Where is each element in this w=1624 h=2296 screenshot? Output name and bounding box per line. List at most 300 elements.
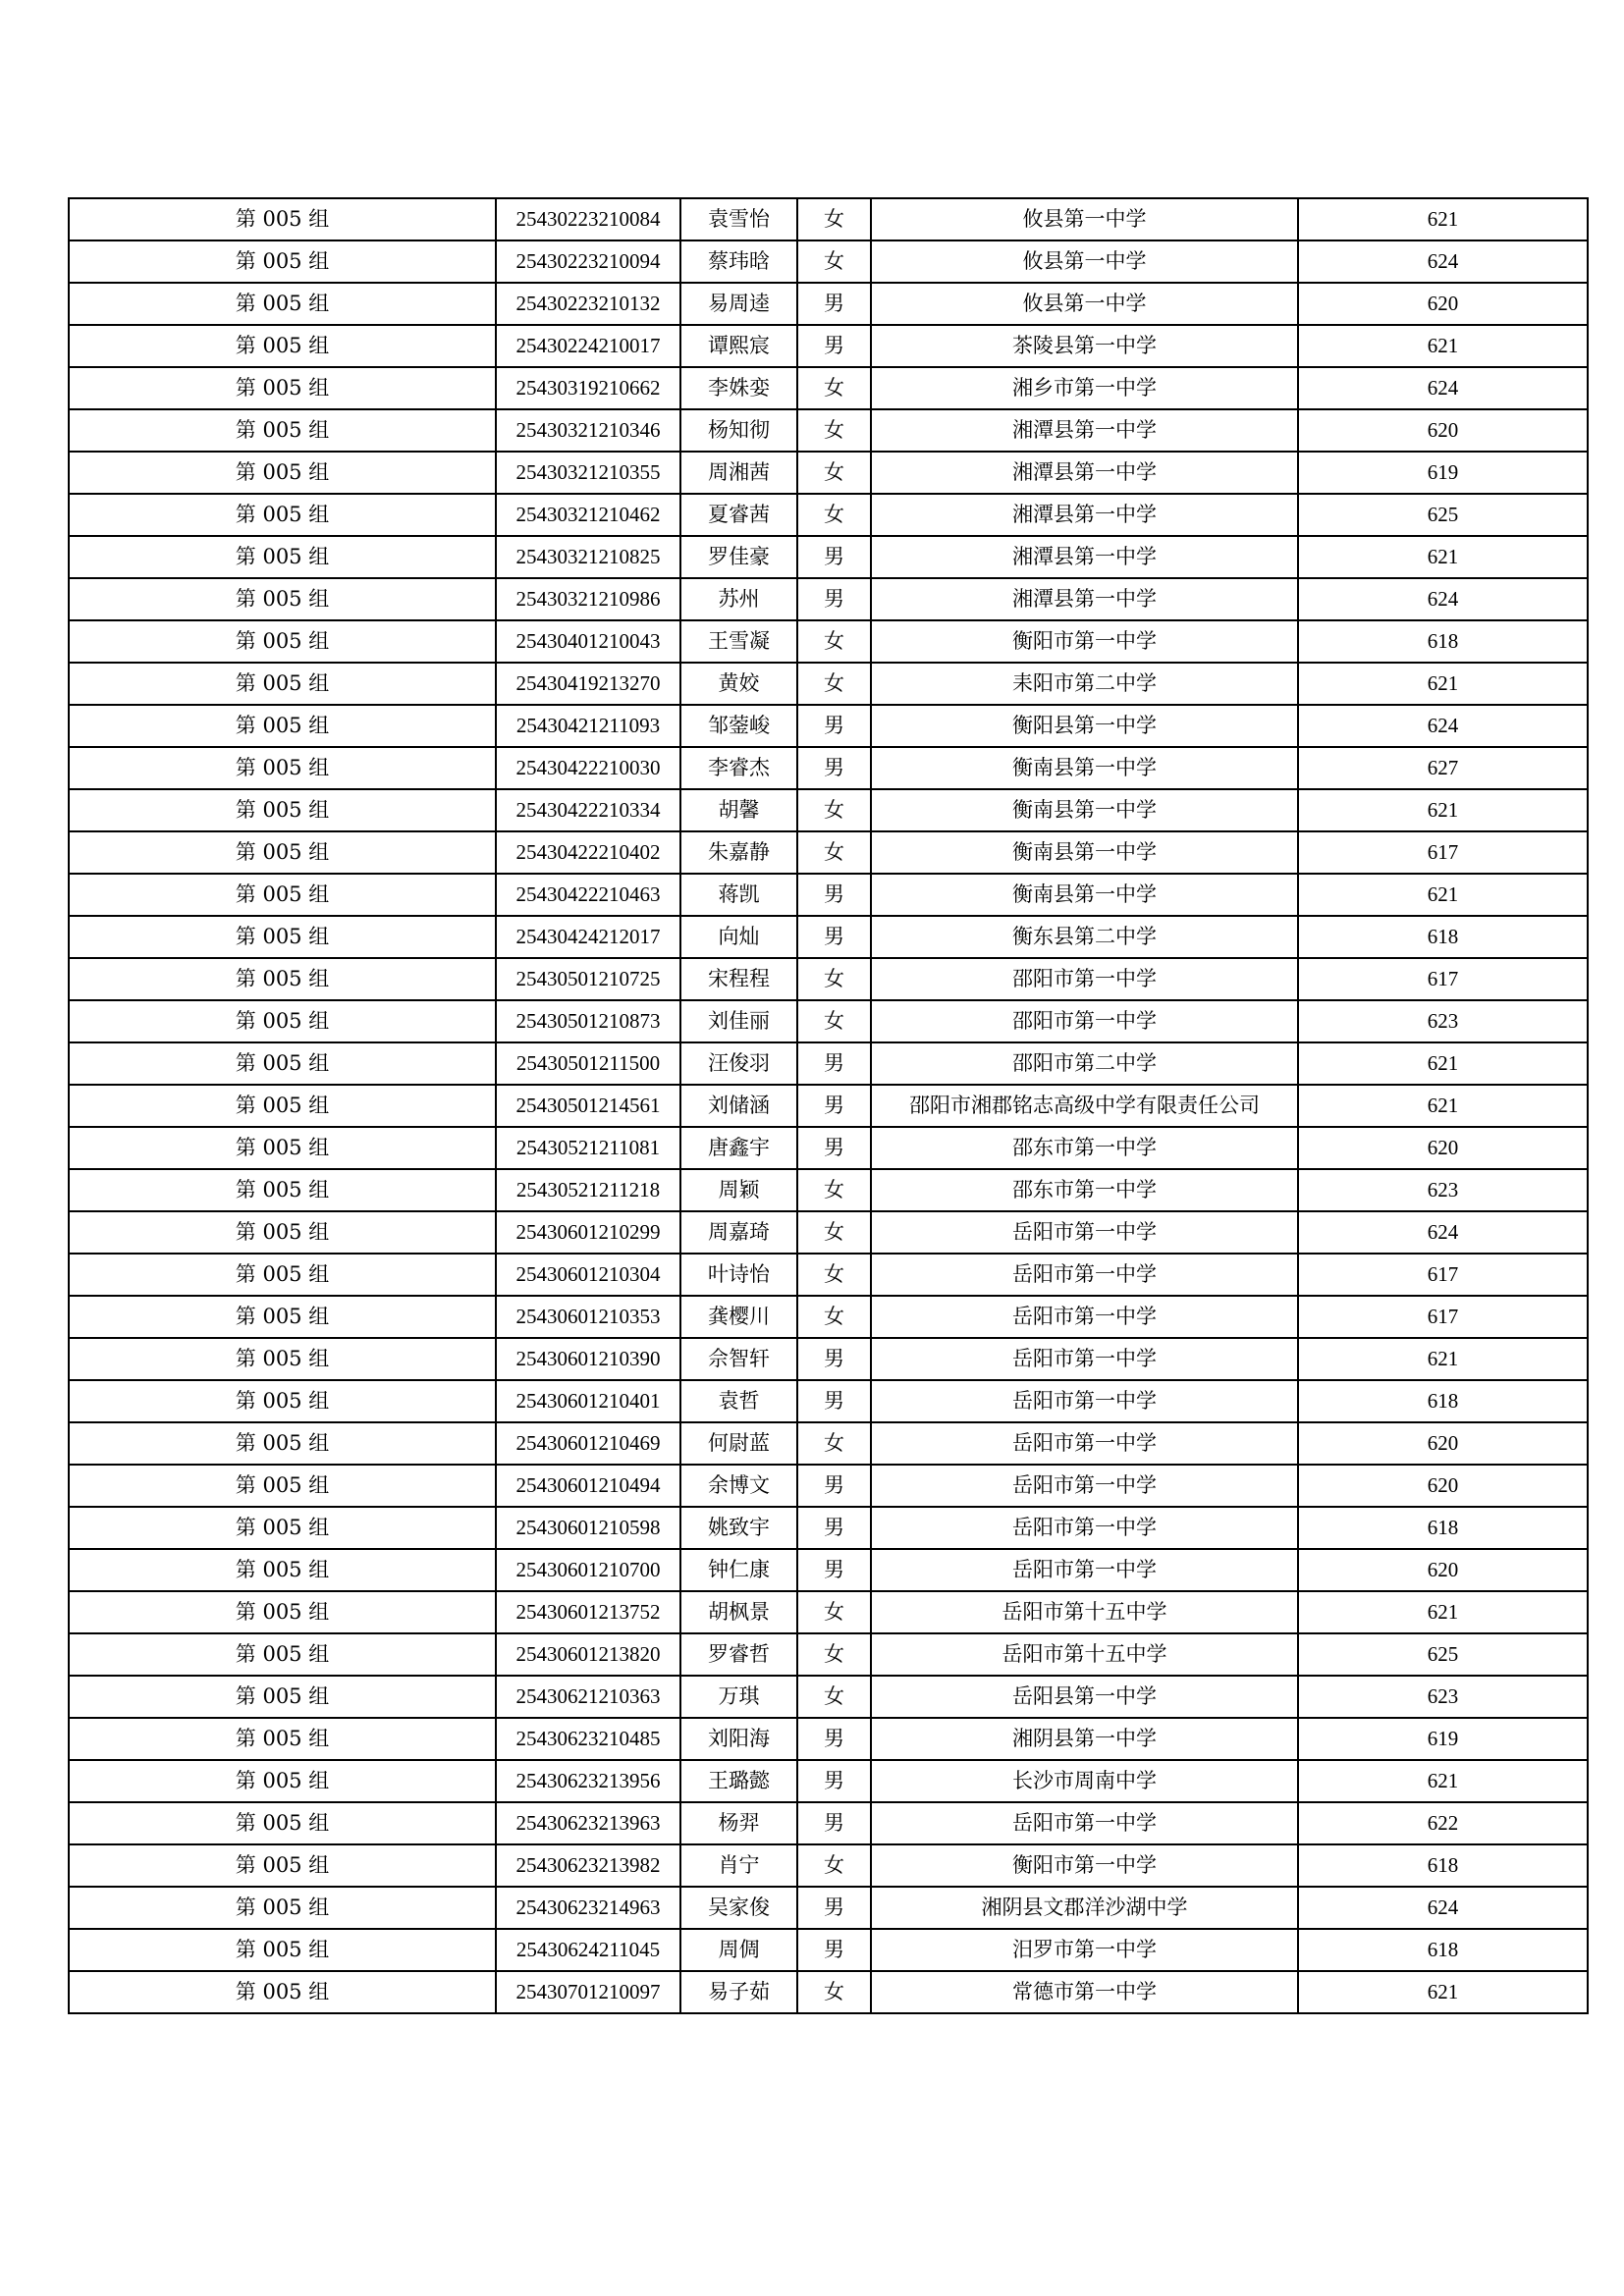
school-cell: 衡阳市第一中学 bbox=[871, 1844, 1298, 1887]
group-cell: 第 005 组 bbox=[69, 409, 496, 452]
student-name-cell: 姚致宇 bbox=[680, 1507, 797, 1549]
school-cell: 攸县第一中学 bbox=[871, 240, 1298, 283]
student-name-cell: 叶诗怡 bbox=[680, 1254, 797, 1296]
gender-cell: 男 bbox=[797, 283, 871, 325]
school-cell: 汨罗市第一中学 bbox=[871, 1929, 1298, 1971]
table-row bbox=[69, 240, 1588, 283]
gender-cell: 男 bbox=[797, 1929, 871, 1971]
group-cell: 第 005 组 bbox=[69, 1085, 496, 1127]
table-row bbox=[69, 1760, 1588, 1802]
school-cell: 衡阳市第一中学 bbox=[871, 620, 1298, 663]
score-cell: 618 bbox=[1298, 620, 1588, 663]
candidate-id-cell: 25430421211093 bbox=[496, 705, 680, 747]
score-cell: 618 bbox=[1298, 1929, 1588, 1971]
student-name-cell: 向灿 bbox=[680, 916, 797, 958]
gender-cell: 女 bbox=[797, 367, 871, 409]
group-cell: 第 005 组 bbox=[69, 1760, 496, 1802]
roster-table-body bbox=[69, 198, 1588, 2013]
school-cell: 湘潭县第一中学 bbox=[871, 494, 1298, 536]
candidate-id-cell: 25430223210084 bbox=[496, 198, 680, 240]
score-cell: 621 bbox=[1298, 198, 1588, 240]
group-cell: 第 005 组 bbox=[69, 747, 496, 789]
gender-cell: 女 bbox=[797, 1169, 871, 1211]
candidate-id-cell: 25430601210353 bbox=[496, 1296, 680, 1338]
candidate-id-cell: 25430601210299 bbox=[496, 1211, 680, 1254]
score-cell: 624 bbox=[1298, 705, 1588, 747]
school-cell: 湘潭县第一中学 bbox=[871, 452, 1298, 494]
candidate-id-cell: 25430521211081 bbox=[496, 1127, 680, 1169]
score-cell: 617 bbox=[1298, 1296, 1588, 1338]
table-row bbox=[69, 1591, 1588, 1633]
candidate-id-cell: 25430601210494 bbox=[496, 1465, 680, 1507]
gender-cell: 男 bbox=[797, 1718, 871, 1760]
school-cell: 岳阳市第一中学 bbox=[871, 1296, 1298, 1338]
candidate-id-cell: 25430321210346 bbox=[496, 409, 680, 452]
table-row bbox=[69, 1338, 1588, 1380]
group-cell: 第 005 组 bbox=[69, 578, 496, 620]
group-cell: 第 005 组 bbox=[69, 831, 496, 874]
gender-cell: 男 bbox=[797, 1085, 871, 1127]
score-cell: 624 bbox=[1298, 1211, 1588, 1254]
school-cell: 常德市第一中学 bbox=[871, 1971, 1298, 2013]
school-cell: 岳阳市第一中学 bbox=[871, 1422, 1298, 1465]
table-row bbox=[69, 1169, 1588, 1211]
school-cell: 湘潭县第一中学 bbox=[871, 536, 1298, 578]
roster-sheet bbox=[68, 197, 1587, 2014]
table-row bbox=[69, 1085, 1588, 1127]
student-name-cell: 何尉蓝 bbox=[680, 1422, 797, 1465]
school-cell: 长沙市周南中学 bbox=[871, 1760, 1298, 1802]
group-cell: 第 005 组 bbox=[69, 367, 496, 409]
score-cell: 619 bbox=[1298, 452, 1588, 494]
table-row bbox=[69, 1296, 1588, 1338]
school-cell: 岳阳市第一中学 bbox=[871, 1211, 1298, 1254]
table-row bbox=[69, 789, 1588, 831]
score-cell: 620 bbox=[1298, 1127, 1588, 1169]
candidate-id-cell: 25430422210030 bbox=[496, 747, 680, 789]
candidate-id-cell: 25430601210469 bbox=[496, 1422, 680, 1465]
student-name-cell: 唐鑫宇 bbox=[680, 1127, 797, 1169]
student-name-cell: 谭熙宸 bbox=[680, 325, 797, 367]
score-cell: 620 bbox=[1298, 283, 1588, 325]
candidate-id-cell: 25430422210402 bbox=[496, 831, 680, 874]
score-cell: 620 bbox=[1298, 409, 1588, 452]
table-row bbox=[69, 1844, 1588, 1887]
student-name-cell: 蔡玮晗 bbox=[680, 240, 797, 283]
table-row bbox=[69, 1929, 1588, 1971]
student-name-cell: 邹蓥峻 bbox=[680, 705, 797, 747]
table-row bbox=[69, 831, 1588, 874]
candidate-id-cell: 25430321210825 bbox=[496, 536, 680, 578]
school-cell: 岳阳市第一中学 bbox=[871, 1380, 1298, 1422]
score-cell: 623 bbox=[1298, 1169, 1588, 1211]
candidate-id-cell: 25430624211045 bbox=[496, 1929, 680, 1971]
table-row bbox=[69, 325, 1588, 367]
score-cell: 621 bbox=[1298, 1338, 1588, 1380]
candidate-id-cell: 25430601210401 bbox=[496, 1380, 680, 1422]
gender-cell: 男 bbox=[797, 578, 871, 620]
school-cell: 衡东县第二中学 bbox=[871, 916, 1298, 958]
school-cell: 岳阳县第一中学 bbox=[871, 1676, 1298, 1718]
group-cell: 第 005 组 bbox=[69, 1042, 496, 1085]
student-name-cell: 周颖 bbox=[680, 1169, 797, 1211]
table-row bbox=[69, 747, 1588, 789]
score-cell: 621 bbox=[1298, 1760, 1588, 1802]
candidate-id-cell: 25430701210097 bbox=[496, 1971, 680, 2013]
school-cell: 衡南县第一中学 bbox=[871, 747, 1298, 789]
student-name-cell: 周倜 bbox=[680, 1929, 797, 1971]
group-cell: 第 005 组 bbox=[69, 1676, 496, 1718]
table-row bbox=[69, 283, 1588, 325]
gender-cell: 男 bbox=[797, 874, 871, 916]
candidate-id-cell: 25430623213963 bbox=[496, 1802, 680, 1844]
table-row bbox=[69, 1718, 1588, 1760]
table-row bbox=[69, 1802, 1588, 1844]
candidate-id-cell: 25430401210043 bbox=[496, 620, 680, 663]
candidate-id-cell: 25430422210334 bbox=[496, 789, 680, 831]
gender-cell: 男 bbox=[797, 325, 871, 367]
table-row bbox=[69, 1254, 1588, 1296]
score-cell: 621 bbox=[1298, 1971, 1588, 2013]
gender-cell: 女 bbox=[797, 198, 871, 240]
group-cell: 第 005 组 bbox=[69, 705, 496, 747]
score-cell: 621 bbox=[1298, 663, 1588, 705]
group-cell: 第 005 组 bbox=[69, 1169, 496, 1211]
group-cell: 第 005 组 bbox=[69, 1422, 496, 1465]
table-row bbox=[69, 1676, 1588, 1718]
candidate-id-cell: 25430623214963 bbox=[496, 1887, 680, 1929]
student-name-cell: 余博文 bbox=[680, 1465, 797, 1507]
score-cell: 621 bbox=[1298, 874, 1588, 916]
school-cell: 岳阳市第一中学 bbox=[871, 1549, 1298, 1591]
score-cell: 617 bbox=[1298, 1254, 1588, 1296]
candidate-id-cell: 25430501211500 bbox=[496, 1042, 680, 1085]
gender-cell: 女 bbox=[797, 1296, 871, 1338]
school-cell: 邵阳市第一中学 bbox=[871, 958, 1298, 1000]
group-cell: 第 005 组 bbox=[69, 240, 496, 283]
gender-cell: 男 bbox=[797, 747, 871, 789]
table-row bbox=[69, 1127, 1588, 1169]
school-cell: 岳阳市第一中学 bbox=[871, 1254, 1298, 1296]
candidate-id-cell: 25430501210725 bbox=[496, 958, 680, 1000]
student-name-cell: 吴家俊 bbox=[680, 1887, 797, 1929]
gender-cell: 女 bbox=[797, 1000, 871, 1042]
school-cell: 湘潭县第一中学 bbox=[871, 578, 1298, 620]
school-cell: 邵东市第一中学 bbox=[871, 1169, 1298, 1211]
school-cell: 邵阳市第一中学 bbox=[871, 1000, 1298, 1042]
student-name-cell: 钟仁康 bbox=[680, 1549, 797, 1591]
candidate-id-cell: 25430422210463 bbox=[496, 874, 680, 916]
table-row bbox=[69, 1465, 1588, 1507]
school-cell: 岳阳市第一中学 bbox=[871, 1338, 1298, 1380]
group-cell: 第 005 组 bbox=[69, 1844, 496, 1887]
table-row bbox=[69, 452, 1588, 494]
gender-cell: 男 bbox=[797, 705, 871, 747]
score-cell: 621 bbox=[1298, 789, 1588, 831]
gender-cell: 男 bbox=[797, 1802, 871, 1844]
score-cell: 625 bbox=[1298, 1633, 1588, 1676]
student-name-cell: 李睿杰 bbox=[680, 747, 797, 789]
table-row bbox=[69, 1887, 1588, 1929]
score-cell: 627 bbox=[1298, 747, 1588, 789]
score-cell: 617 bbox=[1298, 958, 1588, 1000]
group-cell: 第 005 组 bbox=[69, 1127, 496, 1169]
gender-cell: 男 bbox=[797, 1887, 871, 1929]
table-row bbox=[69, 578, 1588, 620]
group-cell: 第 005 组 bbox=[69, 789, 496, 831]
candidate-id-cell: 25430521211218 bbox=[496, 1169, 680, 1211]
candidate-id-cell: 25430419213270 bbox=[496, 663, 680, 705]
gender-cell: 男 bbox=[797, 1760, 871, 1802]
gender-cell: 女 bbox=[797, 663, 871, 705]
score-cell: 623 bbox=[1298, 1000, 1588, 1042]
candidate-id-cell: 25430623213982 bbox=[496, 1844, 680, 1887]
group-cell: 第 005 组 bbox=[69, 1549, 496, 1591]
school-cell: 茶陵县第一中学 bbox=[871, 325, 1298, 367]
school-cell: 衡南县第一中学 bbox=[871, 789, 1298, 831]
group-cell: 第 005 组 bbox=[69, 283, 496, 325]
school-cell: 岳阳市第一中学 bbox=[871, 1802, 1298, 1844]
student-name-cell: 苏州 bbox=[680, 578, 797, 620]
student-name-cell: 万琪 bbox=[680, 1676, 797, 1718]
gender-cell: 女 bbox=[797, 240, 871, 283]
gender-cell: 男 bbox=[797, 1380, 871, 1422]
student-name-cell: 胡枫景 bbox=[680, 1591, 797, 1633]
group-cell: 第 005 组 bbox=[69, 1971, 496, 2013]
candidate-id-cell: 25430224210017 bbox=[496, 325, 680, 367]
gender-cell: 男 bbox=[797, 1127, 871, 1169]
student-name-cell: 龚樱川 bbox=[680, 1296, 797, 1338]
candidate-id-cell: 25430501214561 bbox=[496, 1085, 680, 1127]
school-cell: 衡南县第一中学 bbox=[871, 831, 1298, 874]
student-name-cell: 肖宁 bbox=[680, 1844, 797, 1887]
gender-cell: 男 bbox=[797, 1338, 871, 1380]
roster-table bbox=[68, 197, 1589, 2014]
table-row bbox=[69, 1549, 1588, 1591]
score-cell: 620 bbox=[1298, 1422, 1588, 1465]
table-row bbox=[69, 1380, 1588, 1422]
gender-cell: 女 bbox=[797, 789, 871, 831]
student-name-cell: 袁雪怡 bbox=[680, 198, 797, 240]
gender-cell: 男 bbox=[797, 916, 871, 958]
school-cell: 衡阳县第一中学 bbox=[871, 705, 1298, 747]
gender-cell: 男 bbox=[797, 1507, 871, 1549]
school-cell: 湘潭县第一中学 bbox=[871, 409, 1298, 452]
group-cell: 第 005 组 bbox=[69, 198, 496, 240]
group-cell: 第 005 组 bbox=[69, 1296, 496, 1338]
group-cell: 第 005 组 bbox=[69, 1000, 496, 1042]
group-cell: 第 005 组 bbox=[69, 1802, 496, 1844]
score-cell: 619 bbox=[1298, 1718, 1588, 1760]
group-cell: 第 005 组 bbox=[69, 874, 496, 916]
table-row bbox=[69, 916, 1588, 958]
group-cell: 第 005 组 bbox=[69, 1380, 496, 1422]
candidate-id-cell: 25430223210132 bbox=[496, 283, 680, 325]
student-name-cell: 杨羿 bbox=[680, 1802, 797, 1844]
group-cell: 第 005 组 bbox=[69, 916, 496, 958]
gender-cell: 女 bbox=[797, 1971, 871, 2013]
score-cell: 621 bbox=[1298, 325, 1588, 367]
group-cell: 第 005 组 bbox=[69, 1338, 496, 1380]
gender-cell: 男 bbox=[797, 1549, 871, 1591]
candidate-id-cell: 25430501210873 bbox=[496, 1000, 680, 1042]
school-cell: 邵阳市湘郡铭志高级中学有限责任公司 bbox=[871, 1085, 1298, 1127]
student-name-cell: 刘阳海 bbox=[680, 1718, 797, 1760]
school-cell: 攸县第一中学 bbox=[871, 283, 1298, 325]
gender-cell: 男 bbox=[797, 1042, 871, 1085]
score-cell: 618 bbox=[1298, 1507, 1588, 1549]
table-row bbox=[69, 1042, 1588, 1085]
school-cell: 邵东市第一中学 bbox=[871, 1127, 1298, 1169]
group-cell: 第 005 组 bbox=[69, 1633, 496, 1676]
student-name-cell: 夏睿茜 bbox=[680, 494, 797, 536]
candidate-id-cell: 25430321210462 bbox=[496, 494, 680, 536]
group-cell: 第 005 组 bbox=[69, 1591, 496, 1633]
student-name-cell: 易周逵 bbox=[680, 283, 797, 325]
school-cell: 岳阳市第十五中学 bbox=[871, 1633, 1298, 1676]
group-cell: 第 005 组 bbox=[69, 1254, 496, 1296]
student-name-cell: 周湘茜 bbox=[680, 452, 797, 494]
gender-cell: 女 bbox=[797, 958, 871, 1000]
table-row bbox=[69, 620, 1588, 663]
score-cell: 624 bbox=[1298, 240, 1588, 283]
student-name-cell: 刘储涵 bbox=[680, 1085, 797, 1127]
student-name-cell: 王璐懿 bbox=[680, 1760, 797, 1802]
student-name-cell: 刘佳丽 bbox=[680, 1000, 797, 1042]
group-cell: 第 005 组 bbox=[69, 536, 496, 578]
table-row bbox=[69, 874, 1588, 916]
score-cell: 624 bbox=[1298, 367, 1588, 409]
student-name-cell: 杨知彻 bbox=[680, 409, 797, 452]
score-cell: 624 bbox=[1298, 578, 1588, 620]
table-row bbox=[69, 536, 1588, 578]
table-row bbox=[69, 367, 1588, 409]
candidate-id-cell: 25430601210304 bbox=[496, 1254, 680, 1296]
group-cell: 第 005 组 bbox=[69, 663, 496, 705]
group-cell: 第 005 组 bbox=[69, 1929, 496, 1971]
student-name-cell: 朱嘉静 bbox=[680, 831, 797, 874]
gender-cell: 女 bbox=[797, 1211, 871, 1254]
gender-cell: 女 bbox=[797, 1254, 871, 1296]
table-row bbox=[69, 705, 1588, 747]
school-cell: 岳阳市第十五中学 bbox=[871, 1591, 1298, 1633]
school-cell: 湘乡市第一中学 bbox=[871, 367, 1298, 409]
gender-cell: 女 bbox=[797, 409, 871, 452]
score-cell: 624 bbox=[1298, 1887, 1588, 1929]
school-cell: 攸县第一中学 bbox=[871, 198, 1298, 240]
student-name-cell: 周嘉琦 bbox=[680, 1211, 797, 1254]
table-row bbox=[69, 409, 1588, 452]
score-cell: 621 bbox=[1298, 1042, 1588, 1085]
student-name-cell: 蒋凯 bbox=[680, 874, 797, 916]
group-cell: 第 005 组 bbox=[69, 620, 496, 663]
student-name-cell: 罗睿哲 bbox=[680, 1633, 797, 1676]
group-cell: 第 005 组 bbox=[69, 325, 496, 367]
school-cell: 耒阳市第二中学 bbox=[871, 663, 1298, 705]
score-cell: 621 bbox=[1298, 1591, 1588, 1633]
gender-cell: 女 bbox=[797, 1844, 871, 1887]
school-cell: 湘阴县第一中学 bbox=[871, 1718, 1298, 1760]
student-name-cell: 李姝娈 bbox=[680, 367, 797, 409]
group-cell: 第 005 组 bbox=[69, 1465, 496, 1507]
gender-cell: 女 bbox=[797, 1422, 871, 1465]
candidate-id-cell: 25430321210355 bbox=[496, 452, 680, 494]
candidate-id-cell: 25430223210094 bbox=[496, 240, 680, 283]
candidate-id-cell: 25430601210700 bbox=[496, 1549, 680, 1591]
score-cell: 618 bbox=[1298, 916, 1588, 958]
candidate-id-cell: 25430601210598 bbox=[496, 1507, 680, 1549]
score-cell: 623 bbox=[1298, 1676, 1588, 1718]
gender-cell: 女 bbox=[797, 1633, 871, 1676]
table-row bbox=[69, 663, 1588, 705]
score-cell: 617 bbox=[1298, 831, 1588, 874]
table-row bbox=[69, 494, 1588, 536]
score-cell: 618 bbox=[1298, 1380, 1588, 1422]
gender-cell: 女 bbox=[797, 620, 871, 663]
student-name-cell: 王雪凝 bbox=[680, 620, 797, 663]
student-name-cell: 黄姣 bbox=[680, 663, 797, 705]
group-cell: 第 005 组 bbox=[69, 494, 496, 536]
table-row bbox=[69, 958, 1588, 1000]
group-cell: 第 005 组 bbox=[69, 958, 496, 1000]
candidate-id-cell: 25430623210485 bbox=[496, 1718, 680, 1760]
gender-cell: 女 bbox=[797, 831, 871, 874]
student-name-cell: 袁哲 bbox=[680, 1380, 797, 1422]
score-cell: 621 bbox=[1298, 1085, 1588, 1127]
score-cell: 618 bbox=[1298, 1844, 1588, 1887]
group-cell: 第 005 组 bbox=[69, 1718, 496, 1760]
school-cell: 邵阳市第二中学 bbox=[871, 1042, 1298, 1085]
candidate-id-cell: 25430424212017 bbox=[496, 916, 680, 958]
table-row bbox=[69, 1211, 1588, 1254]
student-name-cell: 佘智轩 bbox=[680, 1338, 797, 1380]
group-cell: 第 005 组 bbox=[69, 1507, 496, 1549]
score-cell: 621 bbox=[1298, 536, 1588, 578]
score-cell: 625 bbox=[1298, 494, 1588, 536]
gender-cell: 女 bbox=[797, 494, 871, 536]
table-row bbox=[69, 1000, 1588, 1042]
student-name-cell: 罗佳豪 bbox=[680, 536, 797, 578]
student-name-cell: 宋程程 bbox=[680, 958, 797, 1000]
group-cell: 第 005 组 bbox=[69, 1211, 496, 1254]
table-row bbox=[69, 1971, 1588, 2013]
candidate-id-cell: 25430621210363 bbox=[496, 1676, 680, 1718]
candidate-id-cell: 25430601213752 bbox=[496, 1591, 680, 1633]
candidate-id-cell: 25430623213956 bbox=[496, 1760, 680, 1802]
table-row bbox=[69, 1633, 1588, 1676]
group-cell: 第 005 组 bbox=[69, 452, 496, 494]
school-cell: 岳阳市第一中学 bbox=[871, 1507, 1298, 1549]
gender-cell: 女 bbox=[797, 1591, 871, 1633]
gender-cell: 男 bbox=[797, 1465, 871, 1507]
table-row bbox=[69, 1422, 1588, 1465]
table-row bbox=[69, 1507, 1588, 1549]
student-name-cell: 汪俊羽 bbox=[680, 1042, 797, 1085]
table-row bbox=[69, 198, 1588, 240]
candidate-id-cell: 25430319210662 bbox=[496, 367, 680, 409]
score-cell: 620 bbox=[1298, 1549, 1588, 1591]
student-name-cell: 易子茹 bbox=[680, 1971, 797, 2013]
score-cell: 620 bbox=[1298, 1465, 1588, 1507]
score-cell: 622 bbox=[1298, 1802, 1588, 1844]
gender-cell: 男 bbox=[797, 536, 871, 578]
candidate-id-cell: 25430601210390 bbox=[496, 1338, 680, 1380]
student-name-cell: 胡馨 bbox=[680, 789, 797, 831]
school-cell: 衡南县第一中学 bbox=[871, 874, 1298, 916]
candidate-id-cell: 25430601213820 bbox=[496, 1633, 680, 1676]
candidate-id-cell: 25430321210986 bbox=[496, 578, 680, 620]
school-cell: 湘阴县文郡洋沙湖中学 bbox=[871, 1887, 1298, 1929]
